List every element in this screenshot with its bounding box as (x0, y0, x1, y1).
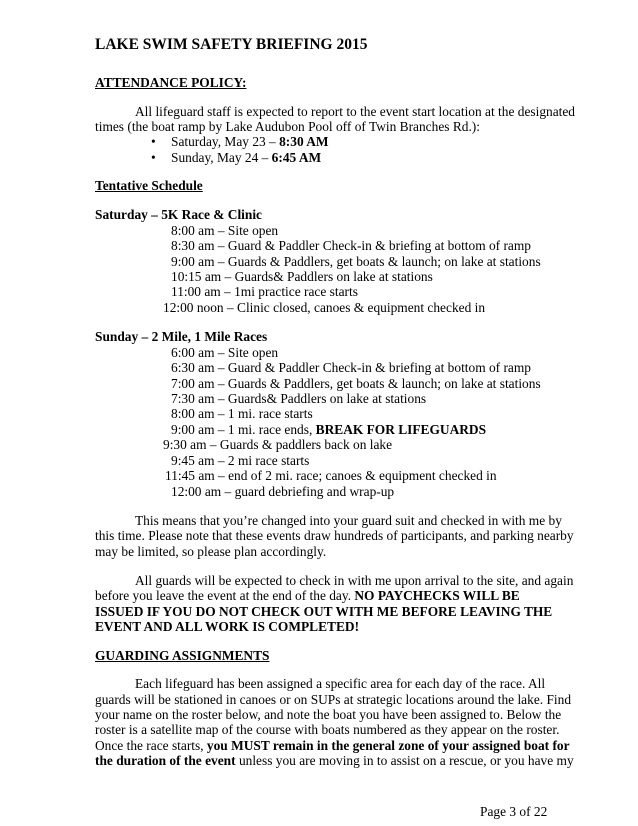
schedule-item: 6:30 am – Guard & Paddler Check-in & briefing at bottom of ramp (171, 360, 531, 375)
page-title: LAKE SWIM SAFETY BRIEFING 2015 (95, 36, 368, 53)
paragraph-line: this time. Please note that these events draw hundreds of participants, and parking nearby (95, 528, 574, 543)
schedule-item-text: 9:00 am – 1 mi. race ends, (171, 422, 316, 437)
bullet-date: Saturday, May 23 – (171, 134, 280, 149)
paragraph-line: All guards will be expected to check in with me upon arrival to the site, and again (135, 573, 574, 588)
schedule-item: 8:30 am – Guard & Paddler Check-in & briefing at bottom of ramp (171, 238, 531, 253)
bullet-time: 6:45 AM (271, 150, 322, 165)
paragraph-line (95, 588, 520, 604)
attendance-bullet-saturday (171, 134, 329, 150)
schedule-item: 9:30 am – Guards & paddlers back on lake (163, 437, 393, 452)
schedule-item: 11:00 am – 1mi practice race starts (171, 284, 358, 299)
paragraph-line: guards will be stationed in canoes or on SUPs at strategic locations around the lake. Find (95, 692, 572, 707)
attendance-line-1: All lifeguard staff is expected to report to the event start location at the designated (135, 104, 576, 119)
schedule-item: 8:00 am – Site open (171, 223, 279, 238)
paragraph-text: unless you are moving in to assist on a rescue, or you have my (235, 753, 574, 768)
schedule-item: 11:45 am – end of 2 mi. race; canoes & equipment checked in (165, 468, 497, 483)
schedule-item: 12:00 am – guard debriefing and wrap-up (171, 484, 395, 499)
bullet-icon: • (151, 134, 156, 149)
sunday-heading: Sunday – 2 Mile, 1 Mile Races (95, 329, 268, 344)
schedule-heading: Tentative Schedule (95, 178, 203, 193)
paragraph-line: may be limited, so please plan accordingly. (95, 544, 327, 559)
paragraph-line (95, 738, 570, 754)
schedule-item (171, 422, 486, 438)
schedule-item: 9:45 am – 2 mi race starts (171, 453, 310, 468)
paragraph-line: your name on the roster below, and note the boat you have been assigned to. Below the (95, 707, 562, 722)
bullet-time: 8:30 AM (279, 134, 329, 149)
paragraph-line: This means that you’re changed into your guard suit and checked in with me by (135, 513, 562, 528)
guarding-heading: GUARDING ASSIGNMENTS (95, 648, 270, 663)
zone-requirement: you MUST remain in the general zone of your assigned boat for (206, 738, 570, 753)
schedule-item: 10:15 am – Guards& Paddlers on lake at stations (171, 269, 433, 284)
schedule-item: 7:00 am – Guards & Paddlers, get boats & launch; on lake at stations (171, 376, 541, 391)
paragraph-text: before you leave the event at the end of the day. (95, 588, 355, 603)
attendance-bullet-sunday (171, 150, 321, 166)
paragraph-line: roster is a satellite map of the course with boats numbered as they appear on the roster. (95, 722, 560, 737)
schedule-item: 6:00 am – Site open (171, 345, 279, 360)
schedule-item: 12:00 noon – Clinic closed, canoes & equipment checked in (163, 300, 486, 315)
schedule-item: 9:00 am – Guards & Paddlers, get boats & launch; on lake at stations (171, 254, 541, 269)
zone-requirement: the duration of the event (95, 753, 236, 768)
paragraph-line: Each lifeguard has been assigned a specific area for each day of the race. All (135, 676, 546, 691)
paycheck-warning: EVENT AND ALL WORK IS COMPLETED! (95, 619, 360, 634)
paragraph-text: Once the race starts, (95, 738, 207, 753)
attendance-heading: ATTENDANCE POLICY: (95, 75, 247, 90)
schedule-item: 7:30 am – Guards& Paddlers on lake at stations (171, 391, 427, 406)
schedule-item: 8:00 am – 1 mi. race starts (171, 406, 313, 421)
attendance-line-2: times (the boat ramp by Lake Audubon Pool off of Twin Branches Rd.): (95, 119, 480, 134)
paycheck-warning: ISSUED IF YOU DO NOT CHECK OUT WITH ME BEFORE LEAVING THE (95, 604, 553, 619)
break-notice: BREAK FOR LIFEGUARDS (315, 422, 487, 437)
page-number: Page 3 of 22 (480, 804, 548, 819)
paragraph-line (95, 753, 574, 769)
bullet-icon: • (151, 150, 156, 165)
saturday-heading: Saturday – 5K Race & Clinic (95, 207, 263, 222)
paycheck-warning: NO PAYCHECKS WILL BE (354, 588, 520, 603)
bullet-date: Sunday, May 24 – (171, 150, 272, 165)
